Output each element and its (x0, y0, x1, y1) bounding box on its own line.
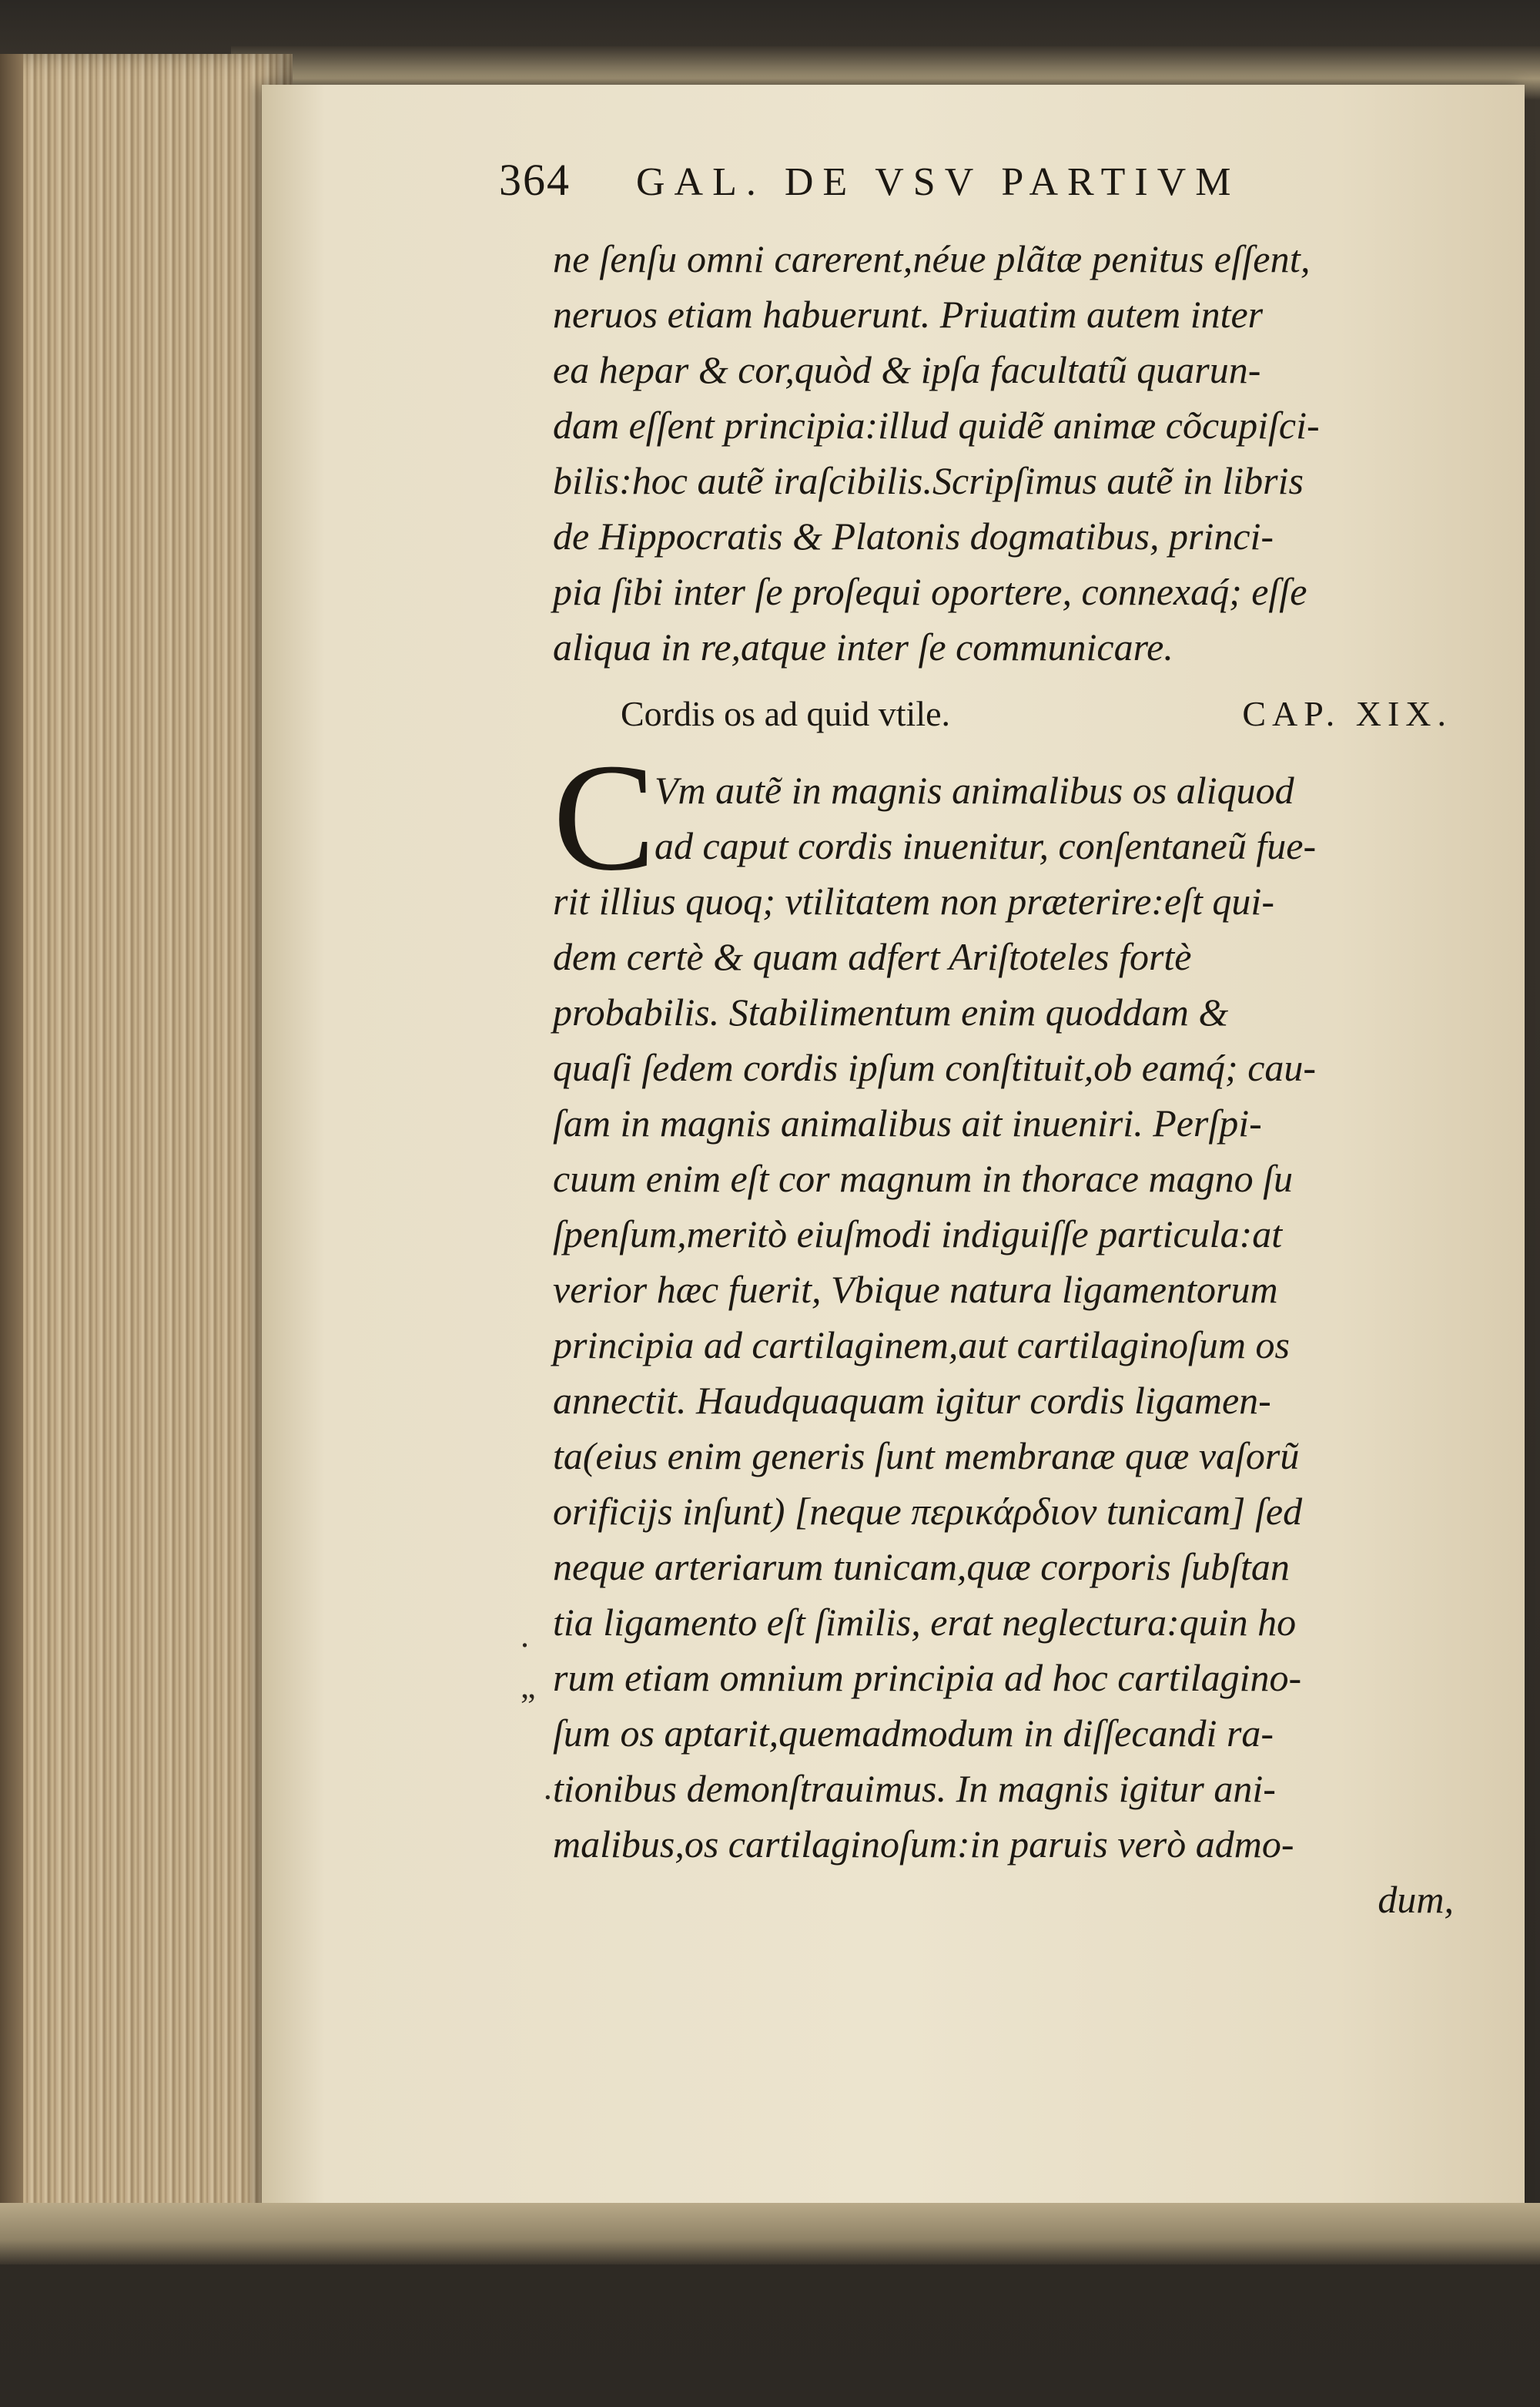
running-title: GAL. DE VSV PARTIVM (636, 160, 1240, 204)
text-line: pia ſibi inter ſe proſequi oportere, connexaq́; eſſe (553, 570, 1307, 613)
text-line: probabilis. Stabilimentum enim quoddam & (553, 991, 1229, 1034)
text-line: cuum enim eſt cor magnum in thorace magno ſu (553, 1157, 1293, 1200)
text-line: ea hepar & cor,quòd & ipſa facultatũ quarun- (553, 348, 1261, 391)
text-line: verior hæc fuerit, Vbique natura ligamentorum (553, 1268, 1278, 1311)
margin-mark: · (542, 1778, 554, 1816)
text-line: ad caput cordis inuenitur, conſentaneũ fue- (654, 824, 1317, 867)
text-line: rum etiam omnium principia ad hoc cartilagino- (553, 1656, 1302, 1699)
text-line: rit illius quoq; vtilitatem non præterire:eſt qui- (553, 880, 1274, 923)
margin-mark: . (521, 1617, 529, 1654)
text-line: tionibus demonſtrauimus. In magnis igitur ani- (553, 1767, 1276, 1810)
paragraph-top (553, 231, 1454, 675)
text-line: ſam in magnis animalibus ait inueniri. Perſpi- (553, 1101, 1262, 1145)
text-line: aliqua in re,atque inter ſe communicare. (553, 625, 1173, 669)
text-line: orificijs inſunt) [neque περικάρδιον tunicam] ſed (553, 1490, 1303, 1533)
text-line: neruos etiam habuerunt. Priuatim autem inter (553, 293, 1264, 336)
paragraph-main (553, 763, 1454, 1927)
text-line: neque arteriarum tunicam,quæ corporis ſubſtan (553, 1545, 1290, 1588)
chapter-title: Cordis os ad quid vtile. (621, 694, 951, 733)
text-line: Vm autẽ in magnis animalibus os aliquod (654, 769, 1294, 812)
text-line: quaſi ſedem cordis ipſum conſtituit,ob eamq́; cau- (553, 1046, 1317, 1089)
text-line: bilis:hoc autẽ iraſcibilis.Scripſimus autẽ in libris (553, 459, 1304, 502)
text-line: dem certè & quam adfert Ariſtoteles fortè (553, 935, 1192, 978)
text-line: ſpenſum,meritò eiuſmodi indiguiſſe particula:at (553, 1212, 1283, 1255)
chapter-number: CAP. XIX. (1242, 694, 1452, 733)
text-line: de Hippocratis & Platonis dogmatibus, princi- (553, 515, 1274, 558)
text-line: ſum os aptarit,quemadmodum in diſſecandi ra- (553, 1711, 1274, 1755)
text-line: ne ſenſu omni carerent,néue plãtæ penitus eſſent, (553, 237, 1311, 280)
chapter-heading (621, 693, 1452, 747)
text-line: principia ad cartilaginem,aut cartilaginoſum os (553, 1323, 1290, 1366)
text-line: malibus,os cartilaginoſum:in paruis verò admo- (553, 1822, 1294, 1866)
text-line: dam eſſent principia:illud quidẽ animæ cõcupiſci- (553, 404, 1320, 447)
text-line: tia ligamento eſt ſimilis, erat neglectura:quin ho (553, 1601, 1297, 1644)
margin-mark: „ (521, 1668, 536, 1705)
text-line: ta(eius enim generis ſunt membranæ quæ vaſorũ (553, 1434, 1300, 1477)
text-line-catchword: dum, (1378, 1878, 1454, 1921)
running-header (499, 154, 1240, 206)
text-line: annectit. Haudquaquam igitur cordis ligamen- (553, 1379, 1271, 1422)
page-number: 364 (499, 155, 571, 205)
drop-cap: C (553, 732, 656, 903)
